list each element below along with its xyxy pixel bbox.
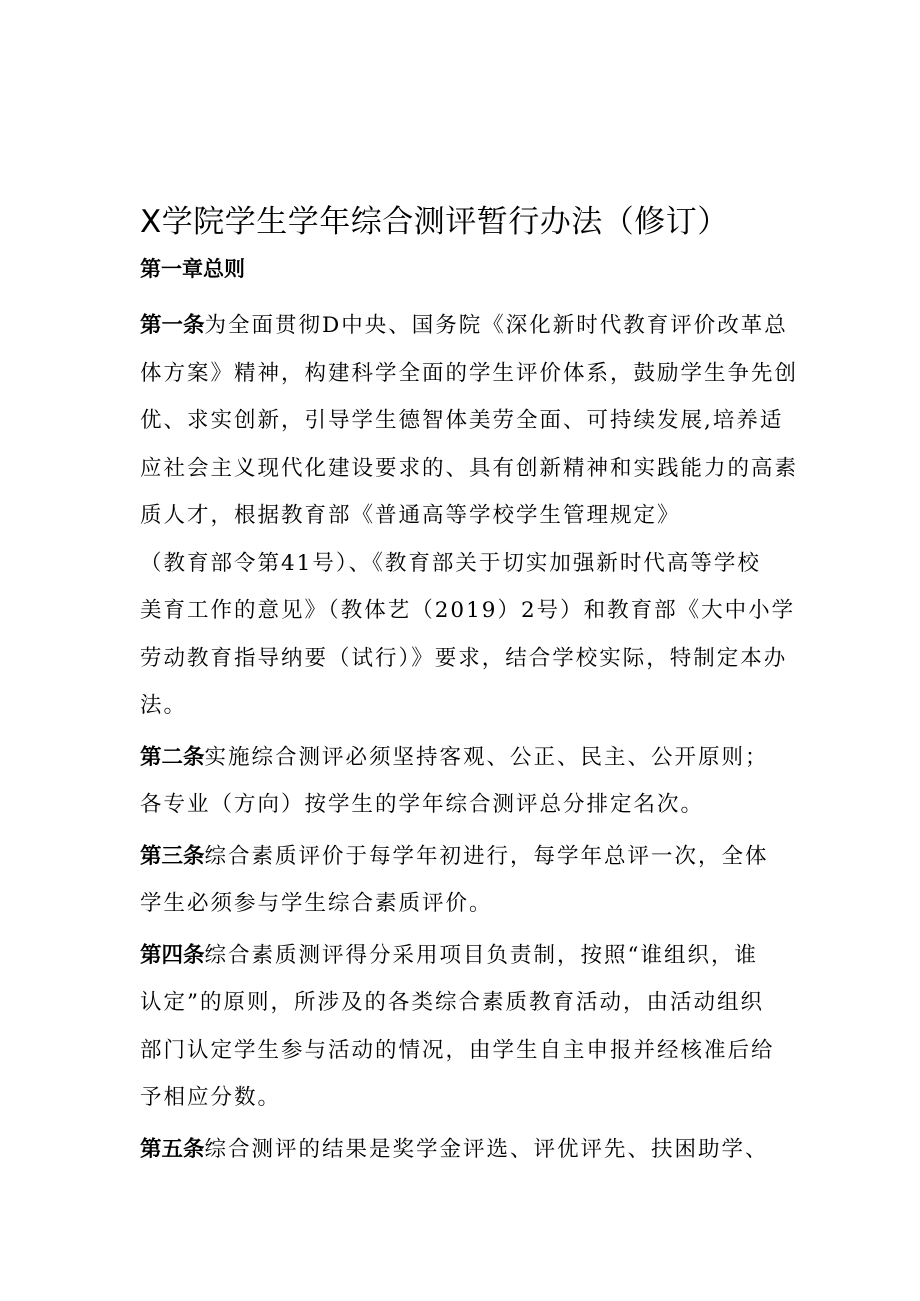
- article-line: 法。: [140, 693, 188, 718]
- article-line: 质人才，根据教育部《普通高等学校学生管理规定》: [140, 503, 681, 528]
- article-label: 第四条: [140, 942, 205, 968]
- article-line: 体方案》精神，构建科学全面的学生评价体系，鼓励学生争先创: [140, 360, 799, 386]
- article-line: 劳动教育指导纳要（试行）》要求，结合学校实际，特制定本办: [140, 645, 788, 671]
- article-4: [140, 932, 788, 1122]
- article-2: [140, 734, 788, 829]
- article-text: 为全面贯彻D中央、国务院《深化新时代教育评价改革总: [204, 313, 788, 338]
- article-line: 优、求实创新，引导学生德智体美劳全面、可持续发展,培养适: [140, 408, 784, 433]
- article-text: 综合测评的结果是奖学金评选、评优评先、扶困助学、: [204, 1136, 769, 1162]
- article-line: [140, 1126, 788, 1174]
- article-line: [140, 833, 788, 881]
- article-text: 综合素质测评得分采用项目负责制，按照“谁组织，谁: [204, 942, 759, 968]
- article-line: 予相应分数。: [140, 1085, 282, 1110]
- article-line: 美育工作的意见》（教体艺（2019）2号）和教育部《大中小学: [140, 598, 796, 623]
- article-5: [140, 1126, 788, 1174]
- article-line: 学生必须参与学生综合素质评价。: [140, 891, 493, 916]
- article-1: [140, 302, 799, 730]
- chapter-heading: 第一章总则: [140, 257, 245, 281]
- article-label: 第一条: [140, 313, 205, 338]
- article-line: [140, 932, 788, 980]
- article-3: [140, 833, 788, 928]
- article-line: 各专业（方向）按学生的学年综合测评总分排定名次。: [140, 792, 705, 817]
- article-label: 第五条: [140, 1136, 205, 1162]
- article-label: 第三条: [140, 843, 205, 869]
- article-text: 实施综合测评必须坚持客观、公正、民主、公开原则；: [204, 744, 769, 770]
- document-title: X学院学生学年综合测评暂行办法（修订）: [140, 204, 729, 240]
- article-line: [140, 734, 788, 782]
- article-label: 第二条: [140, 744, 205, 770]
- document-page: [140, 196, 799, 1177]
- article-text: 综合素质评价于每学年初进行，每学年总评一次，全体: [204, 843, 769, 869]
- article-line: 部门认定学生参与活动的情况，由学生自主申报并经核准后给: [140, 1037, 775, 1063]
- article-line: 认定”的原则，所涉及的各类综合素质教育活动，由活动组织: [140, 990, 764, 1015]
- article-line: （教育部令第41号）、《教育部关于切实加强新时代高等学校: [140, 550, 761, 576]
- article-line: 应社会主义现代化建设要求的、具有创新精神和实践能力的高素: [140, 455, 799, 481]
- article-line: [140, 302, 788, 350]
